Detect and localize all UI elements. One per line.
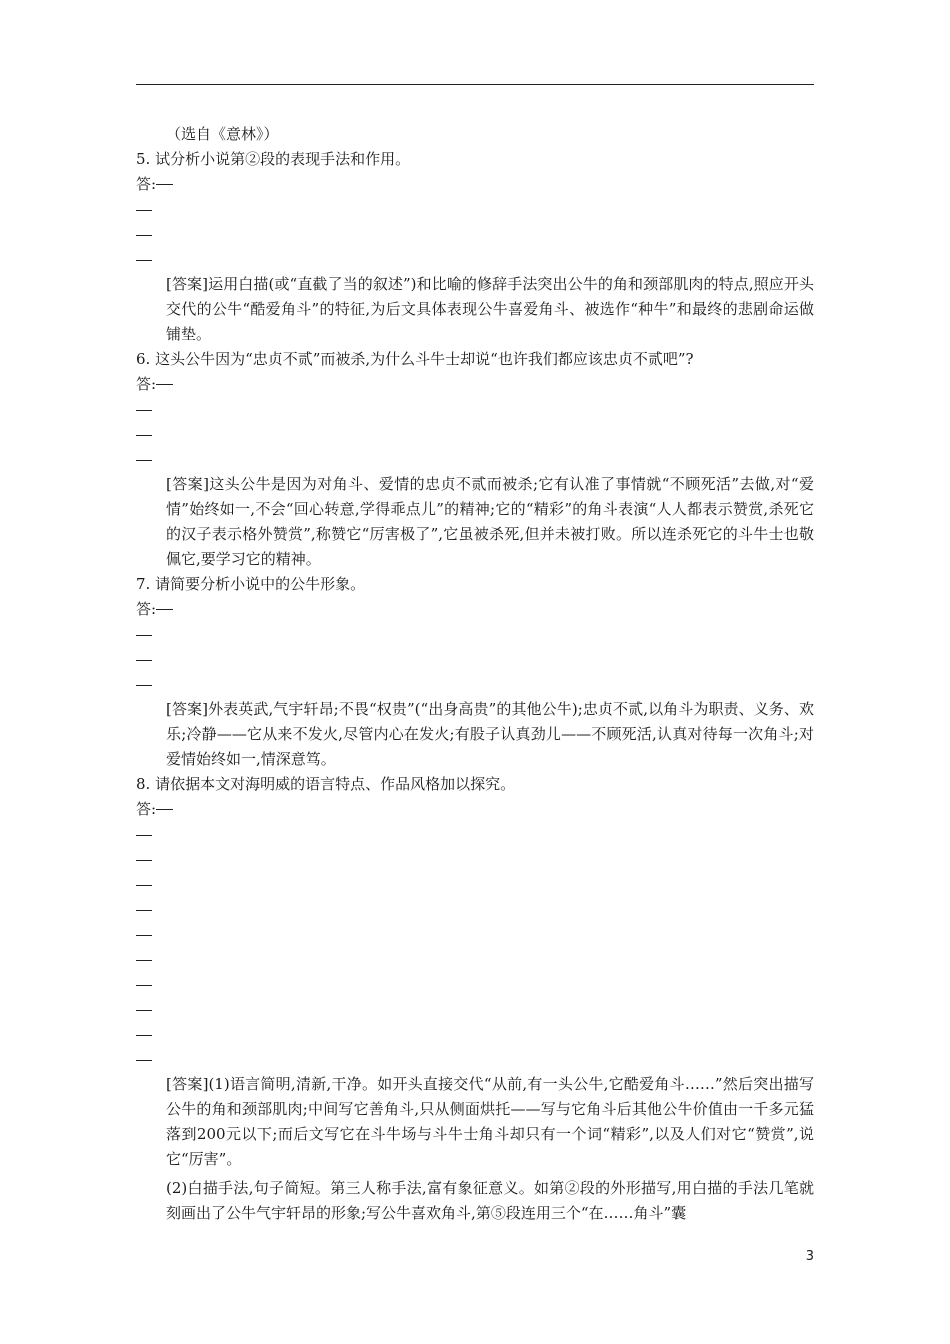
answer-blank[interactable]	[156, 809, 173, 810]
answer-6: [答案]这头公牛是因为对角斗、爱情的忠贞不贰而被杀;它有认准了事情就“不顾死活”去做,对“爱情”始终如一,不会“回心转意,学得乖点儿”的精神;它的“精彩”的角斗表演“人人都表示赞赏,杀死它的汉子表示格外赞赏”,称赞它“厉害极了”,它虽被杀死,但并未被打败。所以连杀死它的斗牛士也敬佩它,要学习它的精神。	[166, 475, 814, 568]
answer-line	[136, 947, 152, 972]
header-rule	[136, 84, 814, 85]
question-7: 7. 请简要分析小说中的公牛形象。	[136, 575, 366, 593]
answer-line	[136, 622, 152, 647]
question-8: 8. 请依据本文对海明威的语言特点、作品风格加以探究。	[136, 775, 516, 793]
question-5: 5. 试分析小说第②段的表现手法和作用。	[136, 150, 411, 168]
answer-line	[136, 872, 152, 897]
answer-prompt-8: 答:	[136, 797, 814, 822]
answer-prompt-5: 答:	[136, 172, 814, 197]
answer-8-part-1: [答案](1)语言简明,清新,干净。如开头直接交代“从前,有一头公牛,它酷爱角斗……”然后突出描写公牛的角和颈部肌肉;中间写它善角斗,只从侧面烘托——写与它角斗后其他公牛价值由一千多元猛落到200元以下;而后文写它在斗牛场与斗牛士角斗却只有一个词“精彩”,以及人们对它“赞赏”,说它“厉害”。	[166, 1075, 814, 1168]
answer-blank[interactable]	[156, 184, 173, 185]
document-body	[136, 122, 814, 1226]
question-6: 6. 这头公牛因为“忠贞不贰”而被杀,为什么斗牛士却说“也许我们都应该忠贞不贰吧”?	[136, 350, 694, 368]
answer-blank[interactable]	[156, 609, 173, 610]
answer-line	[136, 197, 152, 222]
answer-blank[interactable]	[156, 384, 173, 385]
answer-8-part-2: (2)白描手法,句子简短。第三人称手法,富有象征意义。如第②段的外形描写,用白描的手法几笔就刻画出了公牛气宇轩昂的形象;写公牛喜欢角斗,第⑤段连用三个“在……角斗”囊	[166, 1179, 814, 1222]
answer-prompt-7: 答:	[136, 597, 814, 622]
answer-line	[136, 397, 152, 422]
source-note: （选自《意林》）	[166, 125, 279, 143]
answer-line	[136, 822, 152, 847]
answer-line	[136, 447, 152, 472]
answer-7: [答案]外表英武,气宇轩昂;不畏“权贵”(“出身高贵”的其他公牛);忠贞不贰,以角斗为职责、义务、欢乐;冷静——它从来不发火,尽管内心在发火;有股子认真劲儿——不顾死活,认真对待每一次角斗;对爱情始终如一,情深意笃。	[166, 700, 814, 768]
answer-line	[136, 1047, 152, 1072]
answer-line	[136, 647, 152, 672]
answer-line	[136, 997, 152, 1022]
answer-line	[136, 847, 152, 872]
answer-prompt-6: 答:	[136, 372, 814, 397]
answer-line	[136, 972, 152, 997]
answer-line	[136, 922, 152, 947]
answer-line	[136, 247, 152, 272]
answer-line	[136, 897, 152, 922]
answer-line	[136, 672, 152, 697]
answer-line	[136, 1022, 152, 1047]
answer-5: [答案]运用白描(或“直截了当的叙述”)和比喻的修辞手法突出公牛的角和颈部肌肉的特点,照应开头交代的公牛“酷爱角斗”的特征,为后文具体表现公牛喜爱角斗、被选作“种牛”和最终的悲剧命运做铺垫。	[166, 275, 814, 343]
answer-line	[136, 222, 152, 247]
answer-line	[136, 422, 152, 447]
page-number: 3	[805, 1249, 814, 1264]
